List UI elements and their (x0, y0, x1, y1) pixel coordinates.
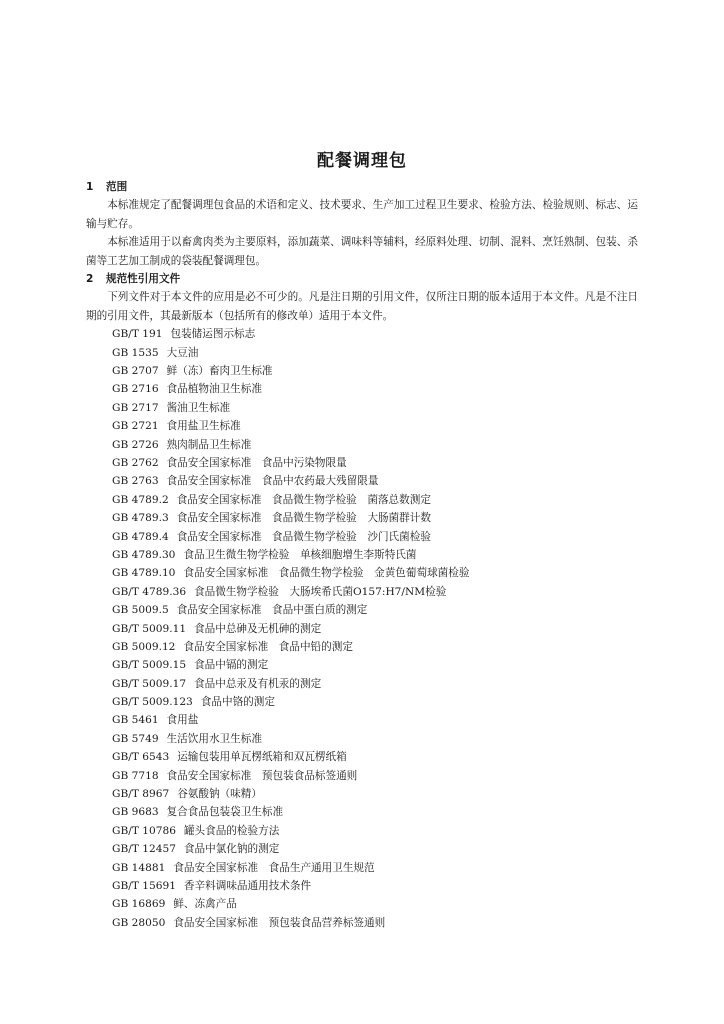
reference-title: 食品微生物学检验 大肠埃希氏菌O157:H7/NM检验 (194, 585, 447, 598)
reference-title: 谷氨酸钠（味精） (177, 788, 262, 801)
reference-code: GB 2721 (112, 420, 159, 433)
reference-item (112, 509, 638, 527)
reference-item (112, 840, 638, 858)
reference-code: GB/T 6543 (112, 751, 170, 764)
reference-title: 大豆油 (166, 346, 199, 359)
reference-code: GB/T 4789.36 (112, 585, 187, 598)
reference-item (112, 399, 638, 417)
section-number: 2 (86, 273, 94, 286)
reference-code: GB 4789.30 (112, 548, 176, 561)
reference-title: 食品安全国家标准 预包装食品标签通则 (166, 769, 358, 782)
reference-item (112, 546, 638, 564)
reference-code: GB 2763 (112, 475, 159, 488)
reference-title: 食品植物油卫生标准 (166, 383, 262, 396)
reference-item (112, 454, 638, 472)
reference-item (112, 583, 638, 601)
reference-item (112, 491, 638, 509)
reference-item (112, 803, 638, 821)
reference-code: GB 2726 (112, 438, 159, 451)
reference-title: 食品安全国家标准 食品微生物学检验 菌落总数测定 (176, 493, 431, 506)
section-normative-references (86, 270, 638, 932)
reference-list (86, 325, 638, 932)
reference-title: 鲜、冻禽产品 (173, 898, 237, 911)
reference-title: 食品中氯化钠的测定 (183, 843, 280, 856)
reference-code: GB 5009.12 (112, 640, 176, 653)
reference-item (112, 472, 638, 490)
reference-item (112, 748, 638, 766)
reference-code: GB 7718 (112, 769, 159, 782)
reference-title: 食品安全国家标准 食品中农药最大残留限量 (166, 475, 379, 488)
document-title: 配餐调理包 (317, 151, 407, 171)
reference-item (112, 564, 638, 582)
reference-code: GB 4789.2 (112, 493, 169, 506)
reference-code: GB 4789.10 (112, 567, 176, 580)
reference-code: GB 9683 (112, 806, 159, 819)
reference-item (112, 417, 638, 435)
reference-item (112, 436, 638, 454)
reference-code: GB/T 12457 (112, 843, 176, 856)
paragraph: 本标准规定了配餐调理包食品的术语和定义、技术要求、生产加工过程卫生要求、检验方法、检验规则、标志、运输与贮存。 (86, 199, 638, 230)
reference-title: 食品中镉的测定 (194, 659, 269, 672)
section-title: 规范性引用文件 (106, 273, 181, 286)
reference-code: GB/T 191 (112, 328, 163, 341)
reference-item (112, 767, 638, 785)
reference-code: GB/T 5009.15 (112, 659, 187, 672)
reference-item (112, 344, 638, 362)
reference-item (112, 675, 638, 693)
reference-code: GB/T 8967 (112, 788, 170, 801)
reference-title: 食品安全国家标准 食品中污染物限量 (166, 456, 347, 469)
reference-title: 食品安全国家标准 食品微生物学检验 沙门氏菌检验 (176, 530, 431, 543)
reference-title: 食用盐卫生标准 (166, 420, 241, 433)
reference-title: 包装储运图示标志 (170, 328, 256, 341)
reference-item (112, 638, 638, 656)
reference-item (112, 895, 638, 913)
reference-title: 食品安全国家标准 食品微生物学检验 金黄色葡萄球菌检验 (183, 567, 470, 580)
section-heading (86, 178, 638, 196)
reference-title: 香辛料调味品通用技术条件 (183, 879, 312, 892)
reference-code: GB 4789.3 (112, 512, 169, 525)
reference-title: 食品安全国家标准 食品中蛋白质的测定 (176, 604, 368, 617)
reference-code: GB/T 5009.123 (112, 696, 193, 709)
reference-item (112, 325, 638, 343)
reference-code: GB 2717 (112, 401, 159, 414)
reference-code: GB 2762 (112, 456, 159, 469)
reference-item (112, 656, 638, 674)
reference-code: GB 16869 (112, 898, 166, 911)
reference-code: GB 5749 (112, 732, 159, 745)
reference-title: 酱油卫生标准 (166, 401, 231, 414)
reference-item (112, 859, 638, 877)
reference-code: GB 2716 (112, 383, 159, 396)
reference-item (112, 822, 638, 840)
reference-title: 罐头食品的检验方法 (183, 824, 280, 837)
paragraph: 下列文件对于本文件的应用是必不可少的。凡是注日期的引用文件，仅所注日期的版本适用于本文件。凡是不注日期的引用文件，其最新版本（包括所有的修改单）适用于本文件。 (86, 291, 638, 322)
section-number: 1 (86, 181, 94, 193)
reference-code: GB/T 15691 (112, 879, 176, 892)
reference-title: 运输包装用单瓦楞纸箱和双瓦楞纸箱 (177, 751, 347, 764)
section-title: 范围 (106, 181, 128, 193)
reference-item (112, 877, 638, 895)
reference-item (112, 528, 638, 546)
reference-item (112, 730, 638, 748)
section-heading (86, 270, 638, 288)
reference-code: GB 2707 (112, 365, 159, 378)
reference-code: GB 5009.5 (112, 604, 169, 617)
reference-title: 熟肉制品卫生标准 (166, 438, 252, 451)
reference-item (112, 693, 638, 711)
paragraph: 本标准适用于以畜禽肉类为主要原料，添加蔬菜、调味料等辅料，经原料处理、切制、混料、烹饪熟制、包装、杀菌等工艺加工制成的袋装配餐调理包。 (86, 236, 638, 267)
reference-code: GB/T 5009.17 (112, 677, 187, 690)
reference-item (112, 711, 638, 729)
reference-code: GB 14881 (112, 861, 166, 874)
reference-title: 食用盐 (166, 714, 199, 727)
section-scope (86, 178, 638, 270)
reference-title: 食品安全国家标准 食品中铅的测定 (183, 640, 353, 653)
reference-title: 复合食品包装袋卫生标准 (166, 806, 284, 819)
reference-item (112, 601, 638, 619)
reference-title: 食品中总汞及有机汞的测定 (194, 677, 322, 690)
reference-title: 食品中总砷及无机砷的测定 (194, 622, 322, 635)
reference-title: 食品卫生微生物学检验 单核细胞增生李斯特氏菌 (183, 548, 417, 561)
reference-code: GB 4789.4 (112, 530, 169, 543)
reference-title: 食品安全国家标准 食品微生物学检验 大肠菌群计数 (176, 512, 431, 525)
reference-item (112, 380, 638, 398)
reference-title: 食品安全国家标准 食品生产通用卫生规范 (173, 861, 375, 874)
reference-code: GB 1535 (112, 346, 159, 359)
reference-code: GB/T 10786 (112, 824, 176, 837)
reference-title: 食品中铬的测定 (200, 696, 275, 709)
reference-title: 食品安全国家标准 预包装食品营养标签通则 (173, 916, 386, 929)
reference-item (112, 914, 638, 932)
document-body (86, 178, 638, 932)
reference-code: GB/T 5009.11 (112, 622, 187, 635)
reference-item (112, 620, 638, 638)
reference-item (112, 362, 638, 380)
reference-code: GB 28050 (112, 916, 166, 929)
reference-title: 生活饮用水卫生标准 (166, 732, 262, 745)
reference-title: 鲜（冻）畜肉卫生标准 (166, 365, 273, 378)
reference-item (112, 785, 638, 803)
reference-code: GB 5461 (112, 714, 159, 727)
